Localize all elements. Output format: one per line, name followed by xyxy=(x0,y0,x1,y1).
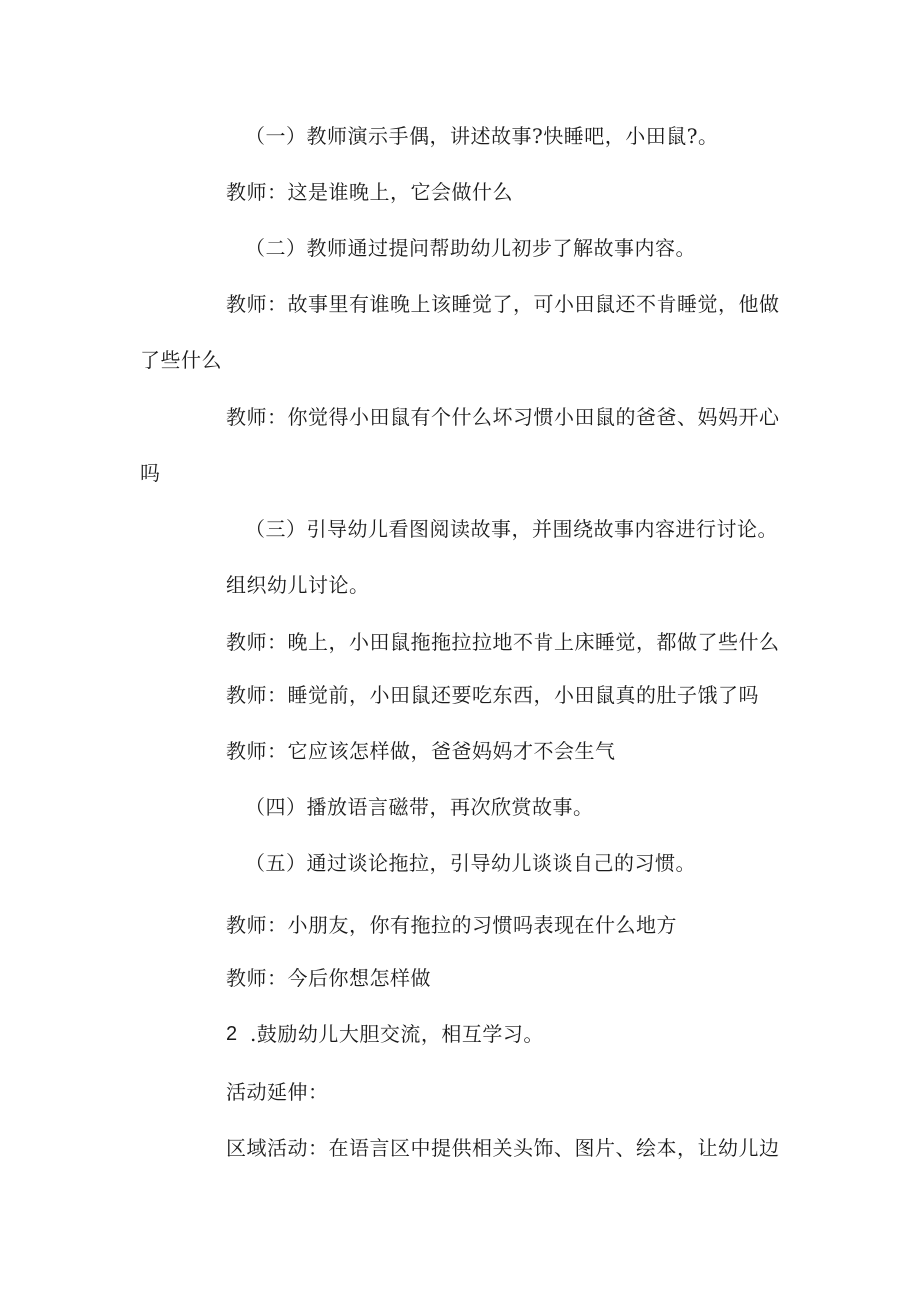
paragraph-line: 了些什么 xyxy=(140,348,222,372)
paragraph-line: 组织幼儿讨论。 xyxy=(226,573,370,597)
paragraph-line: 教师：小朋友，你有拖拉的习惯吗表现在什么地方 xyxy=(226,913,677,937)
paragraph-line: （二）教师通过提问帮助幼儿初步了解故事内容。 xyxy=(245,236,696,260)
paragraph-line: （五）通过谈论拖拉，引导幼儿谈谈自己的习惯。 xyxy=(245,851,696,875)
paragraph-line: 教师：睡觉前，小田鼠还要吃东西，小田鼠真的肚子饿了吗 xyxy=(226,683,759,707)
paragraph-line: 教师：它应该怎样做，爸爸妈妈才不会生气 xyxy=(226,739,616,763)
paragraph-line: （一）教师演示手偶，讲述故事?快睡吧，小田鼠?。 xyxy=(245,124,719,148)
paragraph-line: （四）播放语言磁带，再次欣赏故事。 xyxy=(245,795,594,819)
paragraph-line: 区域活动：在语言区中提供相关头饰、图片、绘本，让幼儿边 xyxy=(226,1136,780,1160)
paragraph-line: 教师：故事里有谁晚上该睡觉了，可小田鼠还不肯睡觉，他做 xyxy=(226,292,780,316)
paragraph-line: 教师：这是谁晚上，它会做什么 xyxy=(226,180,513,204)
paragraph-line: 教师：晚上，小田鼠拖拖拉拉地不肯上床睡觉，都做了些什么 xyxy=(226,630,780,654)
paragraph-line: （三）引导幼儿看图阅读故事，并围绕故事内容进行讨论。 xyxy=(245,517,778,541)
paragraph-line: .鼓励幼儿大胆交流，相互学习。 xyxy=(250,1022,544,1046)
paragraph-line: 教师：今后你想怎样做 xyxy=(226,966,431,990)
paragraph-line: 吗 xyxy=(140,461,161,485)
paragraph-line: 活动延伸： xyxy=(226,1080,329,1104)
paragraph-line: 教师：你觉得小田鼠有个什么坏习惯小田鼠的爸爸、妈妈开心 xyxy=(226,405,780,429)
list-number: 2 xyxy=(226,1023,238,1045)
